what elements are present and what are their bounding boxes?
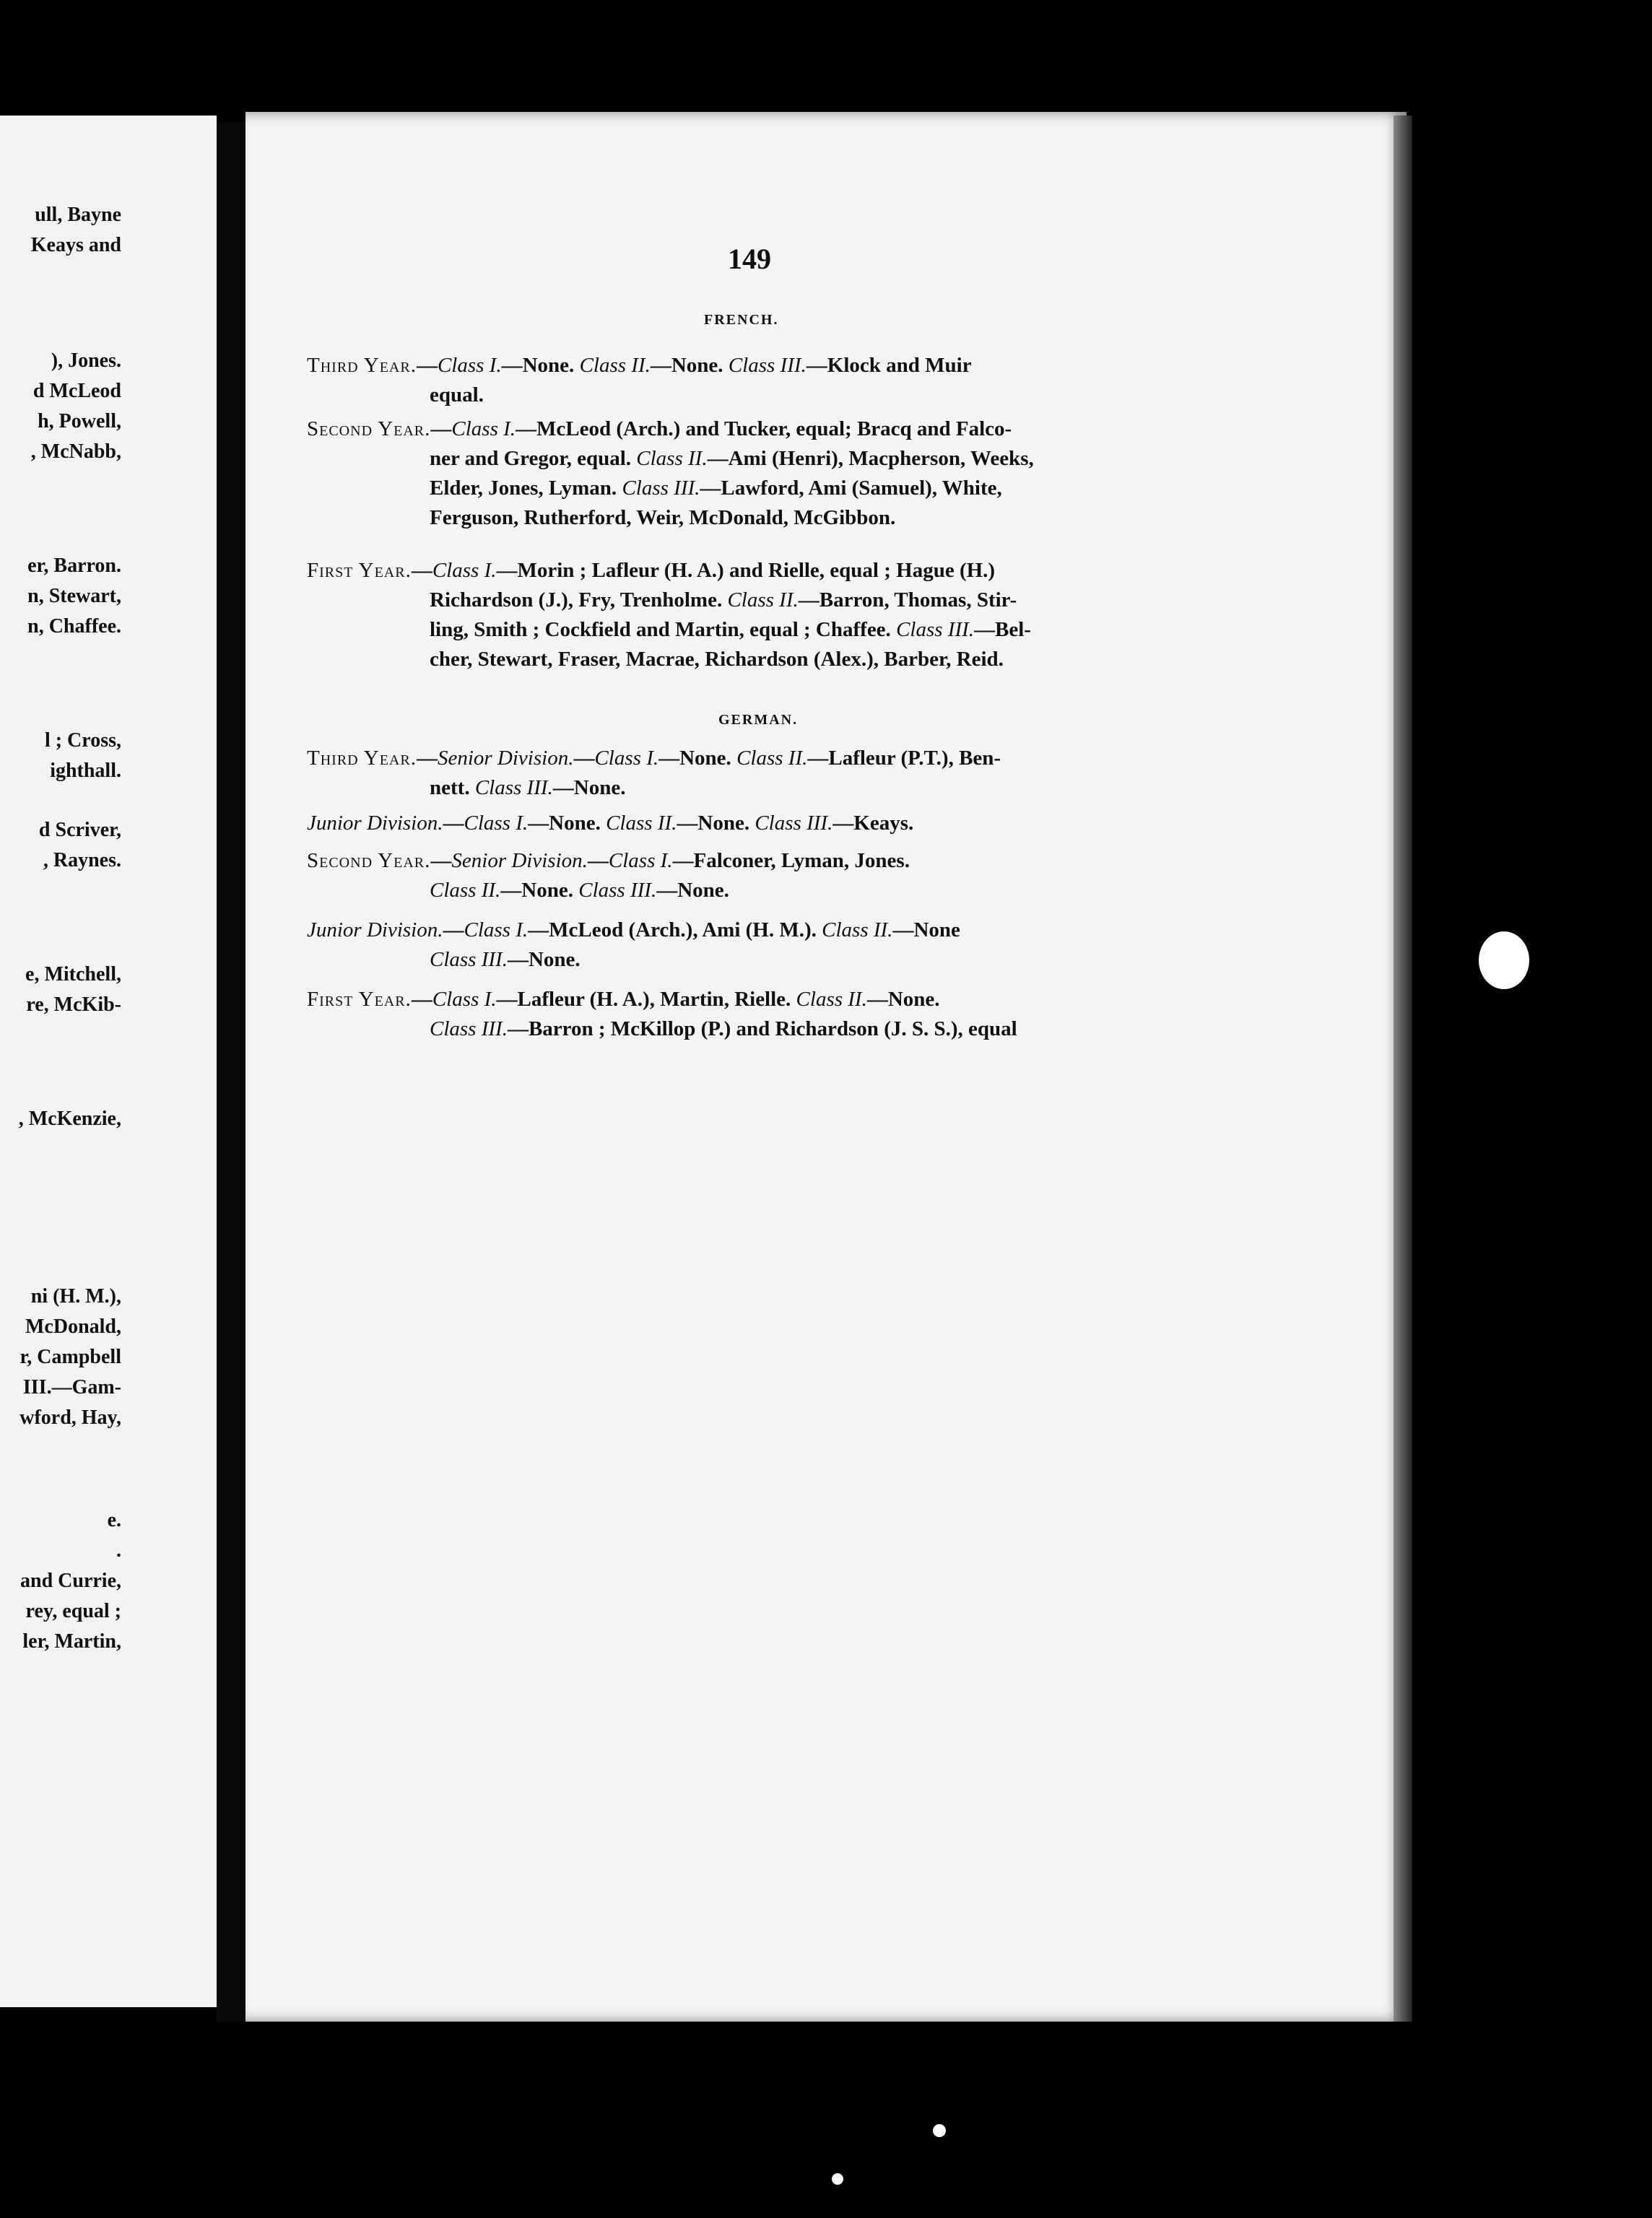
year-label: Third Year. — [307, 747, 417, 770]
year-label: Third Year. — [307, 354, 417, 377]
entry-line: Class II.—None. Class III.—None. — [430, 879, 729, 902]
year-label: Second Year. — [307, 417, 431, 440]
facing-page-line: . — [116, 1539, 121, 1562]
entry-line: nett. Class III.—None. — [430, 776, 626, 799]
facing-page-line: e, Mitchell, — [25, 963, 121, 986]
entry-line: Second Year.—Senior Division.—Class I.—Falconer, Lyman, Jones. — [307, 849, 910, 872]
facing-page-line: ni (H. M.), — [30, 1285, 121, 1308]
facing-page-line: Keays and — [30, 234, 121, 256]
entry-line: Junior Division.—Class I.—McLeod (Arch.), Ami (H. M.). Class II.—None — [307, 918, 960, 941]
entry-line: cher, Stewart, Fraser, Macrae, Richardson (Alex.), Barber, Reid. — [430, 648, 1004, 671]
facing-page-line: d McLeod — [32, 380, 121, 402]
facing-page-line: re, McKib- — [26, 993, 121, 1016]
entry-line: First Year.—Class I.—Morin ; Lafleur (H. A.) and Rielle, equal ; Hague (H.) — [307, 559, 996, 582]
entry-line: Second Year.—Class I.—McLeod (Arch.) and Tucker, equal; Bracq and Falco- — [307, 417, 1012, 440]
entry-line: First Year.—Class I.—Lafleur (H. A.), Martin, Rielle. Class II.—None. — [307, 988, 940, 1011]
facing-page-line: l ; Cross, — [44, 729, 121, 752]
facing-page-line: and Currie, — [20, 1570, 121, 1592]
facing-page-line: ), Jones. — [51, 349, 121, 372]
entry-line: Third Year.—Class I.—None. Class II.—None. Class III.—Klock and Muir — [307, 354, 972, 377]
scan-speck — [832, 2173, 843, 2185]
facing-page-line: III.—Gam- — [22, 1376, 121, 1399]
facing-page-line: h, Powell, — [38, 410, 121, 432]
facing-page-line: d Scriver, — [38, 819, 121, 841]
facing-page-line: McDonald, — [25, 1315, 121, 1338]
german-second-year-senior — [307, 846, 1217, 905]
entry-line: ling, Smith ; Cockfield and Martin, equal ; Chaffee. Class III.—Bel- — [430, 618, 1031, 641]
entry-line: Junior Division.—Class I.—None. Class II.—None. Class III.—Keays. — [307, 812, 914, 835]
french-first-year — [307, 556, 1217, 674]
facing-page-line: wford, Hay, — [19, 1406, 121, 1429]
facing-page-line: , Raynes. — [43, 849, 121, 871]
facing-page-line: e. — [107, 1509, 121, 1531]
year-label: Second Year. — [307, 849, 431, 872]
entry-line: Elder, Jones, Lyman. Class III.—Lawford, Ami (Samuel), White, — [430, 477, 1002, 500]
facing-page-line: r, Campbell — [19, 1346, 121, 1368]
german-second-year-junior — [307, 916, 1217, 975]
facing-page-fragment — [0, 116, 217, 2007]
facing-page-line: , McKenzie, — [18, 1108, 121, 1130]
facing-page-line: ighthall. — [50, 760, 121, 782]
facing-page-line: ull, Bayne — [35, 204, 121, 226]
entry-line: Class III.—None. — [430, 948, 581, 971]
entry-line: Class III.—Barron ; McKillop (P.) and Richardson (J. S. S.), equal — [430, 1017, 1017, 1040]
page-edge — [1394, 116, 1412, 2022]
french-heading: FRENCH. — [704, 312, 779, 328]
page-number: 149 — [728, 243, 771, 275]
french-second-year — [307, 414, 1217, 533]
french-third-year — [307, 351, 1217, 410]
scan-speck — [1479, 931, 1529, 989]
german-first-year — [307, 985, 1217, 1044]
german-third-year-junior — [307, 809, 1217, 838]
entry-line: Ferguson, Rutherford, Weir, McDonald, McGibbon. — [430, 506, 896, 529]
entry-line: Third Year.—Senior Division.—Class I.—None. Class II.—Lafleur (P.T.), Ben- — [307, 747, 1001, 770]
facing-page-line: n, Chaffee. — [27, 615, 121, 638]
entry-line: equal. — [430, 383, 484, 406]
year-label: First Year. — [307, 559, 412, 582]
scan-speck — [933, 2124, 946, 2137]
facing-page-line: rey, equal ; — [25, 1600, 121, 1622]
facing-page-line: , McNabb, — [30, 440, 121, 463]
german-third-year-senior — [307, 744, 1217, 803]
german-heading: GERMAN. — [718, 712, 799, 728]
facing-page-line: ler, Martin, — [22, 1630, 121, 1653]
entry-line: Richardson (J.), Fry, Trenholme. Class II.—Barron, Thomas, Stir- — [430, 588, 1017, 612]
facing-page-line: n, Stewart, — [27, 585, 121, 607]
facing-page-line: er, Barron. — [27, 554, 121, 577]
entry-line: ner and Gregor, equal. Class II.—Ami (Henri), Macpherson, Weeks, — [430, 447, 1034, 470]
year-label: First Year. — [307, 988, 412, 1011]
